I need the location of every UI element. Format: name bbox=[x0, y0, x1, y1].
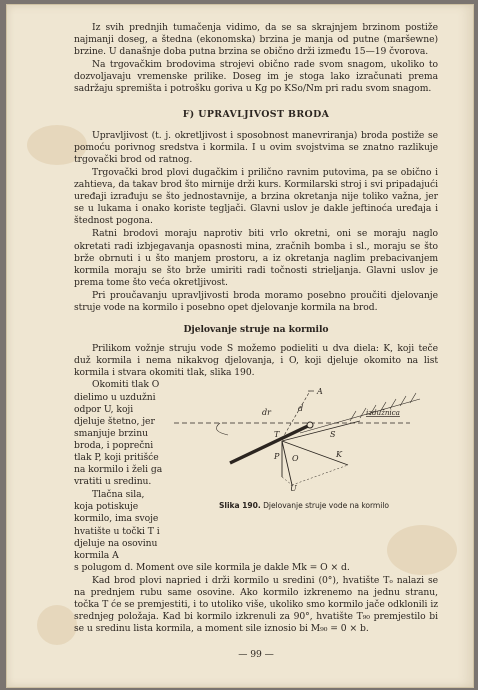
paragraph: Tlačna sila, koja potiskuje kormilo, ima svoje hvatište u točki T i djeluje na osovinu kormila A bbox=[74, 489, 160, 561]
angle-arc bbox=[216, 423, 228, 435]
figure-block bbox=[74, 379, 438, 561]
hull-hatch bbox=[300, 393, 420, 433]
label-a: A bbox=[317, 387, 323, 397]
text-column bbox=[74, 22, 438, 662]
rudder-diagram bbox=[170, 385, 438, 493]
paragraph: Trgovački brod plovi dugačkim i prilično ravnim putovima, pa se obično i zahtieva, da takav brod što mirnije drži kurs. Kormilarski stroj i svi pripadajući uređaji izrađuju se što jednostavnije, a brzina okretanja nije toliko važna, jer se u lukama i onako koriste tegljači. Glavni uslov je dakle jeftinoća uređaja i štednost pogona. bbox=[74, 166, 438, 227]
label-k: K bbox=[336, 450, 342, 460]
label-p: P bbox=[274, 452, 280, 462]
label-t: T bbox=[274, 430, 280, 440]
section-title: F) UPRAVLJIVOST BRODA bbox=[182, 108, 330, 120]
paragraph: Iz svih prednjih tumačenja vidimo, da se sa skrajnjem brzinom postiže najmanji doseg, a štedna (ekonomska) brzina je manja od putne (maršewne) brzine. U današnje doba putna brzina se obično drži između 15—19 čvorova. bbox=[74, 22, 438, 58]
page-number: — 99 — bbox=[238, 649, 274, 661]
rudder-axis bbox=[307, 422, 313, 428]
caption-text: Djelovanje struje vode na kormilo bbox=[260, 500, 389, 510]
paragraph: Ratni brodovi moraju naprotiv biti vrlo okretni, oni se moraju naglo okretati radi izbjegavanja opasnosti mina, zračnih bomba i sl., moraju se što brže obrnuti i u što manjem prostoru, a iz okretanja naglim prebacivanjem kormila moraju se što brže umiriti radi točnosti strieljanja. Glavni uslov je prema tome što veća okretljivost. bbox=[74, 228, 438, 288]
paragraph: Prilikom vožnje struju vode S možemo podieliti u dva diela: K, koji teče duž kormila i nema nikakvog djelovanja, i O, koji djeluje okomito na list kormila i stvara okomiti tlak, slika 190. bbox=[74, 343, 438, 379]
vector-o bbox=[282, 441, 292, 485]
label-u: U bbox=[290, 484, 297, 494]
paragraph: Upravljivost (t. j. okretljivost i sposobnost manevriranja) broda postiže se pomoću porivnog sredstva i kormila. I u ovim svojstvima se znatno razlikuje trgovački brod od ratnog. bbox=[74, 129, 438, 165]
paragraph: Okomiti tlak O dielimo u uzdužni odpor U, koji djeluje štetno, jer smanjuje brzinu broda, i poprečni tlak P, koji pritišće na kormilo i želi ga vratiti u sredinu. bbox=[74, 379, 163, 488]
label-dr: dr bbox=[262, 408, 271, 418]
label-d: d bbox=[298, 404, 304, 414]
paragraph: Kad brod plovi napried i drži kormilo u sredini (0°), hvatište Tₒ nalazi se na prednjem rubu same osovine. Ako kormilo izkrenemo na jednu stranu, točka T će se premjestiti, i to utoliko više, ukoliko smo kormilo jače odklonili iz srednjeg položaja. Kad bi kormilo izkrenuli za 90°, hvatište T₉₀ premjestilo bi se u sredinu lista kormila, a moment sile iznosio bi M₉₀ = 0 × b. bbox=[74, 574, 438, 635]
label-izduznica: izdužnica bbox=[366, 408, 400, 418]
paragraph: s polugom d. Moment ove sile kormila je dakle Mk = O × d. bbox=[74, 561, 350, 573]
figure-190 bbox=[170, 385, 438, 561]
label-s: S bbox=[330, 430, 336, 440]
label-o: O bbox=[292, 454, 299, 464]
paper-stain bbox=[37, 605, 77, 645]
paragraph: Na trgovačkim brodovima strojevi obično rade svom snagom, ukoliko to dozvoljavaju vremenske prilike. Doseg im je stoga lako izračunati prema sadržaju spremišta i potrošku goriva u Kg po KSo/Nm pri radu svom snagom. bbox=[74, 59, 438, 95]
figure-caption bbox=[170, 500, 438, 512]
paragraph: Pri proučavanju upravljivosti broda moramo posebno proučiti djelovanje struje vode na kormilo i posebno opet djelovanje kormila na brod. bbox=[74, 289, 438, 313]
caption-number: Slika 190. bbox=[218, 500, 261, 510]
figure-side-text bbox=[74, 379, 164, 561]
subsection-title: Djelovanje struje na kormilo bbox=[183, 324, 329, 336]
